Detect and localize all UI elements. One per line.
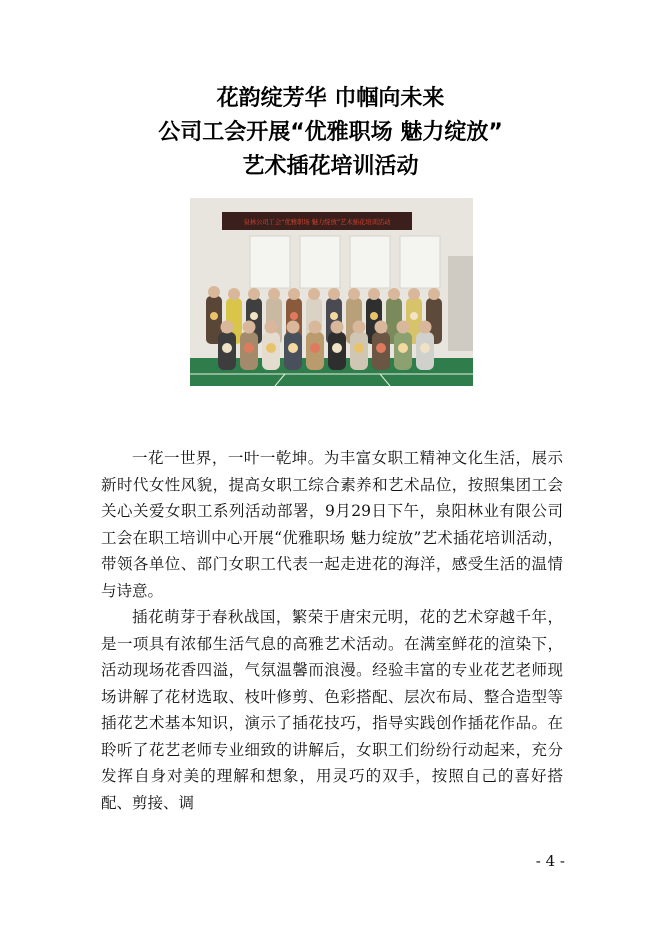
photo-banner-text: 泉林公司工会“优雅职场 魅力绽放”艺术插花培训活动 — [243, 219, 391, 226]
title-line-3: 艺术插花培训活动 — [242, 154, 419, 179]
title-line-2: 公司工会开展“优雅职场 魅力绽放” — [158, 120, 503, 145]
group-photo-illustration — [190, 198, 473, 386]
title-line-1: 花韵绽芳华 巾帼向未来 — [216, 86, 445, 111]
page-number: - 4 - — [535, 852, 565, 870]
paragraph: 一花一世界，一叶一乾坤。为丰富女职工精神文化生活，展示新时代女性风貌，提高女职工综合素养和艺术品位，按照集团工会关心关爱女职工系列活动部署，9月29日下午，泉阳林业有限公司工会在职工培训中心开展“优雅职场 魅力绽放”艺术插花培训活动，带领各单位、部门女职工代表一起走进花的海洋，感受生活的温情与诗意。 — [101, 449, 563, 600]
article-title — [0, 82, 661, 184]
paragraph: 插花萌芽于春秋战国，繁荣于唐宋元明，花的艺术穿越千年，是一项具有浓郁生活气息的高雅艺术活动。在满室鲜花的渲染下，活动现场花香四溢，气氛温馨而浪漫。经验丰富的专业花艺老师现场讲解了花材选取、枝叶修剪、色彩搭配、层次布局、整合造型等插花艺术基本知识，演示了插花技巧，指导实践创作插花作品。在聆听了花艺老师专业细致的讲解后，女职工们纷纷行动起来，充分发挥自身对美的理解和想象，用灵巧的双手，按照自己的喜好搭配、剪接、调 — [101, 608, 563, 812]
group-photo — [190, 198, 473, 386]
article-body — [101, 445, 563, 816]
